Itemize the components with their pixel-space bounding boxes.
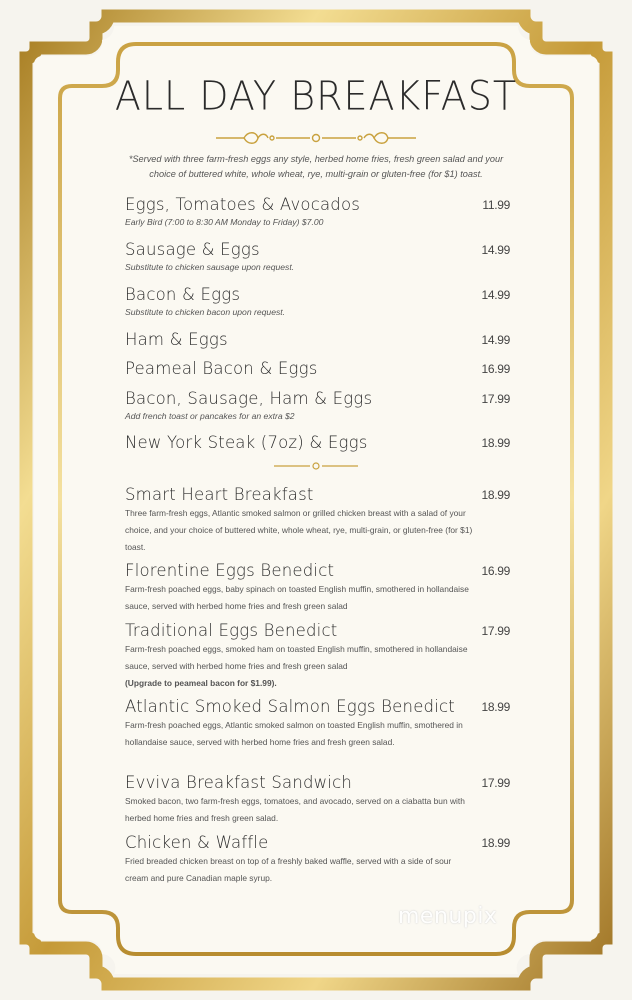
item-price: 14.99: [481, 333, 510, 347]
item-name: Ham & Eggs: [125, 330, 228, 349]
item-name: Evviva Breakfast Sandwich: [125, 773, 353, 792]
menu-item: [125, 195, 510, 230]
menu-item: [125, 285, 510, 320]
item-name: Peameal Bacon & Eggs: [125, 359, 318, 378]
item-name: New York Steak (7oz) & Eggs: [125, 433, 368, 452]
item-price: 17.99: [481, 624, 510, 638]
item-desc: Farm-fresh poached eggs, Atlantic smoked salmon on toasted English muffin, smothered in hollandaise sauce, served with herbed home fries and fresh green salad.: [125, 720, 463, 747]
menu-item: [125, 561, 510, 615]
item-desc: Farm-fresh poached eggs, baby spinach on toasted English muffin, smothered in hollandaise sauce, served with herbed home fries and fresh green salad: [125, 584, 469, 611]
menu-item: [125, 621, 510, 692]
item-desc: Smoked bacon, two farm-fresh eggs, tomatoes, and avocado, served on a ciabatta bun with herbed home fries and fresh green salad.: [125, 796, 465, 823]
intro-note: *Served with three farm-fresh eggs any style, herbed home fries, fresh green salad and your choice of buttered white, whole wheat, rye, multi-grain or gluten-free (for $1) toast.: [128, 154, 504, 179]
item-name: Traditional Eggs Benedict: [125, 621, 338, 640]
item-name: Bacon, Sausage, Ham & Eggs: [125, 389, 373, 408]
item-name: Sausage & Eggs: [125, 240, 260, 259]
item-name: Bacon & Eggs: [125, 285, 241, 304]
item-price: 17.99: [481, 392, 510, 406]
item-price: 14.99: [481, 288, 510, 302]
item-price: 18.99: [481, 836, 510, 850]
ornament-divider-small: [272, 461, 360, 471]
menu-item: [125, 697, 510, 751]
ornament-divider: [210, 130, 422, 146]
item-name: Florentine Eggs Benedict: [125, 561, 335, 580]
menu-item: [125, 330, 510, 349]
item-name: Eggs, Tomatoes & Avocados: [125, 195, 361, 214]
item-name: Chicken & Waffle: [125, 833, 269, 852]
item-desc: Substitute to chicken sausage upon request.: [125, 262, 295, 272]
item-price: 17.99: [481, 776, 510, 790]
item-price: 11.99: [482, 198, 510, 212]
menu-item: [125, 773, 510, 827]
menu-item: [125, 240, 510, 275]
item-desc: Three farm-fresh eggs, Atlantic smoked salmon or grilled chicken breast with a salad of your choice, and your choice of buttered white, whole wheat, rye, multi-grain, or gluten-free (for $1) toast.: [125, 508, 473, 552]
menu-item: [125, 485, 510, 556]
item-price: 14.99: [481, 243, 510, 257]
menu-item: [125, 833, 510, 887]
item-desc: Substitute to chicken bacon upon request.: [125, 307, 286, 317]
item-desc: Fried breaded chicken breast on top of a freshly baked waffle, served with a side of sour cream and pure Canadian maple syrup.: [125, 856, 452, 883]
item-price: 16.99: [481, 362, 510, 376]
menu-item: [125, 359, 510, 378]
item-price: 16.99: [481, 564, 510, 578]
item-price: 18.99: [481, 436, 510, 450]
item-price: 18.99: [481, 488, 510, 502]
item-name: Atlantic Smoked Salmon Eggs Benedict: [125, 697, 455, 716]
item-price: 18.99: [481, 700, 510, 714]
menu-item: [125, 433, 510, 452]
page-title: ALL DAY BREAKFAST: [114, 72, 518, 120]
watermark: menupix: [398, 904, 498, 929]
item-name: Smart Heart Breakfast: [125, 485, 314, 504]
item-desc: Add french toast or pancakes for an extra $2: [125, 411, 295, 421]
menu-item: [125, 389, 510, 424]
item-desc: Farm-fresh poached eggs, smoked ham on toasted English muffin, smothered in hollandaise sauce, served with herbed home fries and fresh green salad (Upgrade to peameal bacon for $1.99).: [125, 644, 468, 688]
item-desc: Early Bird (7:00 to 8:30 AM Monday to Friday) $7.00: [125, 217, 324, 227]
